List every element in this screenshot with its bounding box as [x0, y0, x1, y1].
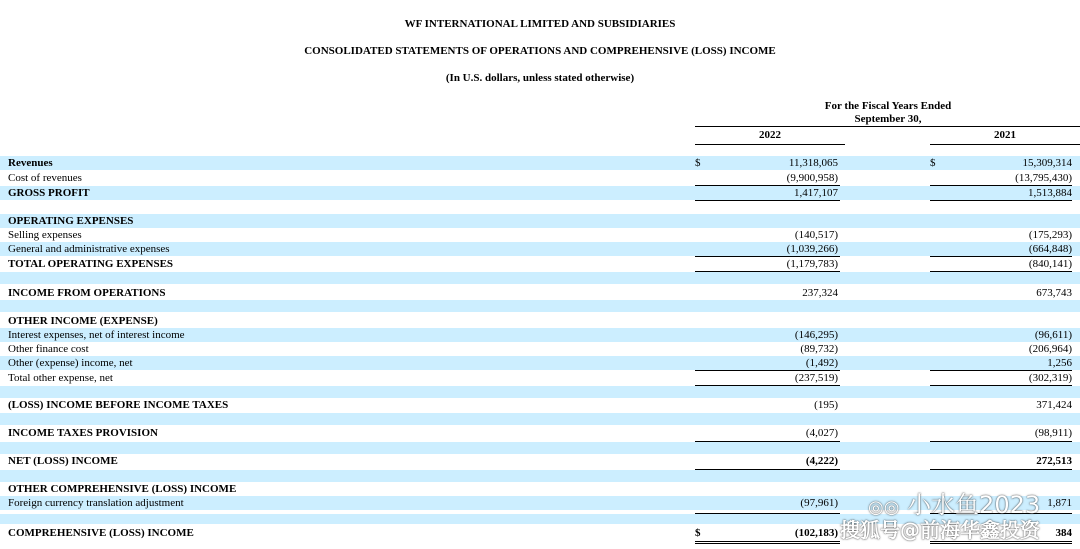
value-2021: 1,513,884 — [1028, 187, 1072, 199]
spacer-row — [0, 300, 1080, 312]
currency-symbol: $ — [695, 157, 701, 169]
value-2021: (175,293) — [1028, 229, 1072, 241]
spacer-row — [0, 272, 1080, 284]
value-2022: (1,179,783) — [786, 258, 838, 270]
value-2022: (1,492) — [805, 357, 838, 369]
value-2021: (302,319) — [1028, 372, 1072, 384]
row-label: INCOME FROM OPERATIONS — [8, 287, 166, 299]
value-2021: 272,513 — [1036, 455, 1072, 467]
period-rule — [695, 126, 1080, 127]
total-rule — [930, 200, 1072, 201]
value-2022: (195) — [814, 399, 838, 411]
spacer-row — [0, 470, 1080, 482]
section-header — [0, 314, 1080, 328]
value-2022: (1,039,266) — [786, 243, 838, 255]
row-label: NET (LOSS) INCOME — [8, 455, 118, 467]
row-label: Foreign currency translation adjustment — [8, 497, 184, 509]
row-label: INCOME TAXES PROVISION — [8, 427, 158, 439]
value-2021: 1,256 — [1047, 357, 1072, 369]
currency-symbol: $ — [930, 157, 936, 169]
table-row — [0, 228, 1080, 242]
value-2022: 237,324 — [802, 287, 838, 299]
row-label: Total other expense, net — [8, 372, 113, 384]
total-rule — [695, 200, 840, 201]
row-label: Interest expenses, net of interest income — [8, 329, 185, 341]
table-row — [0, 257, 1080, 271]
row-label: COMPREHENSIVE (LOSS) INCOME — [8, 527, 194, 539]
watermark-line2: 搜狐号@前海华鑫投资 — [840, 518, 1040, 542]
row-label: GROSS PROFIT — [8, 187, 90, 199]
section-label: OTHER COMPREHENSIVE (LOSS) INCOME — [8, 483, 237, 495]
value-2021: (98,911) — [1034, 427, 1072, 439]
row-label: Other finance cost — [8, 343, 89, 355]
row-label: General and administrative expenses — [8, 243, 170, 255]
spacer-row — [0, 442, 1080, 454]
table-row — [0, 286, 1080, 300]
value-2021: (96,611) — [1034, 329, 1072, 341]
currency-symbol: $ — [695, 527, 701, 539]
table-row — [0, 342, 1080, 356]
double-rule — [695, 541, 840, 544]
watermark-line1: 小水鱼2023 — [907, 491, 1041, 519]
value-2021: 1,871 — [1047, 497, 1072, 509]
row-label: Selling expenses — [8, 229, 82, 241]
table-row — [0, 171, 1080, 185]
row-label: Other (expense) income, net — [8, 357, 133, 369]
value-2022: (237,519) — [794, 372, 838, 384]
value-2021: 384 — [1055, 527, 1072, 539]
table-row — [0, 356, 1080, 370]
units-note: (In U.S. dollars, unless stated otherwise) — [445, 72, 635, 84]
period-line1: For the Fiscal Years Ended — [824, 100, 952, 112]
spacer-row — [0, 386, 1080, 398]
wechat-icon: ◎◎ — [868, 497, 900, 518]
section-label: OPERATING EXPENSES — [8, 215, 134, 227]
value-2022: (102,183) — [794, 527, 838, 539]
section-label: OTHER INCOME (EXPENSE) — [8, 315, 158, 327]
row-label: (LOSS) INCOME BEFORE INCOME TAXES — [8, 399, 229, 411]
company-title: WF INTERNATIONAL LIMITED AND SUBSIDIARIES — [404, 18, 676, 30]
value-2021: 15,309,314 — [1022, 157, 1072, 169]
table-row — [0, 186, 1080, 200]
section-header — [0, 214, 1080, 228]
period-line2: September 30, — [854, 113, 922, 125]
value-2021: 371,424 — [1036, 399, 1072, 411]
year-2022-rule — [695, 144, 845, 145]
value-2022: (4,027) — [805, 427, 838, 439]
spacer-row — [0, 413, 1080, 425]
year-2021-rule — [930, 144, 1080, 145]
value-2022: (146,295) — [794, 329, 838, 341]
table-row — [0, 398, 1080, 412]
table-row — [0, 242, 1080, 256]
value-2022: (140,517) — [794, 229, 838, 241]
row-label: Revenues — [8, 157, 53, 169]
period-header — [695, 100, 1080, 126]
value-2022: (89,732) — [800, 343, 838, 355]
value-2022: 11,318,065 — [788, 157, 838, 169]
year-2022-header: 2022 — [759, 129, 781, 141]
value-2021: (206,964) — [1028, 343, 1072, 355]
table-row — [0, 371, 1080, 385]
year-2021-header: 2021 — [994, 129, 1016, 141]
row-label: Cost of revenues — [8, 172, 82, 184]
row-label: TOTAL OPERATING EXPENSES — [8, 258, 174, 270]
value-2022: (4,222) — [805, 455, 838, 467]
value-2022: (97,961) — [800, 497, 838, 509]
value-2022: 1,417,107 — [794, 187, 838, 199]
value-2022: (9,900,958) — [786, 172, 838, 184]
table-row — [0, 426, 1080, 440]
value-2021: (840,141) — [1028, 258, 1072, 270]
table-row — [0, 454, 1080, 468]
value-2021: 673,743 — [1036, 287, 1072, 299]
value-2021: (13,795,430) — [1015, 172, 1072, 184]
table-row — [0, 156, 1080, 170]
statement-title: CONSOLIDATED STATEMENTS OF OPERATIONS AND COMPREHENSIVE (LOSS) INCOME — [304, 45, 776, 57]
value-2021: (664,848) — [1028, 243, 1072, 255]
table-row — [0, 328, 1080, 342]
